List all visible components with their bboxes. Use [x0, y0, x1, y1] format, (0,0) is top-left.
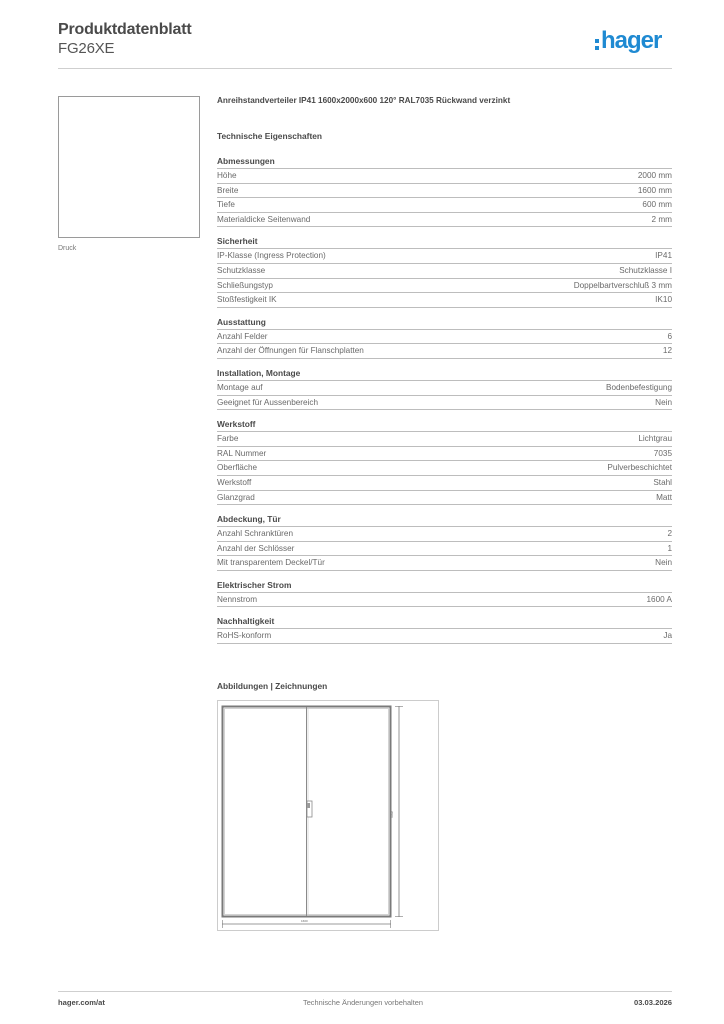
cabinet-front-view-icon: [218, 701, 440, 932]
logo-wordmark: hager: [601, 27, 662, 54]
spec-row: [217, 476, 672, 491]
spec-label: Materialdicke Seitenwand: [217, 214, 311, 224]
spec-row: [217, 169, 672, 184]
spec-value: 1600 mm: [637, 185, 672, 195]
spec-value: 2 mm: [651, 214, 672, 224]
footer-disclaimer: Technische Änderungen vorbehalten: [303, 998, 423, 1007]
drawings-heading: Abbildungen | Zeichnungen: [217, 681, 328, 691]
brand-logo: [595, 28, 661, 54]
spec-row: [217, 527, 672, 542]
product-code: FG26XE: [58, 40, 115, 57]
spec-row: [217, 249, 672, 264]
spec-label: Stoßfestigkeit IK: [217, 295, 277, 305]
spec-value: 12: [662, 346, 672, 356]
spec-row: [217, 396, 672, 411]
spec-row: [217, 213, 672, 228]
spec-label: Schließungstyp: [217, 280, 273, 290]
product-image: [58, 96, 200, 238]
spec-row: [217, 461, 672, 476]
spec-value: 600 mm: [642, 200, 672, 210]
section-title: Elektrischer Strom: [217, 579, 672, 593]
spec-row: [217, 491, 672, 506]
section-sicherheit: [217, 235, 672, 307]
section-werkstoff: [217, 418, 672, 505]
spec-value: 2000 mm: [637, 171, 672, 180]
spec-label: Anzahl Felder: [217, 331, 268, 341]
cabinet-drawing: [217, 700, 439, 931]
product-image-caption: Druck: [58, 245, 77, 252]
technical-properties-heading: Technische Eigenschaften: [217, 131, 323, 141]
spec-label: Mit transparentem Deckel/Tür: [217, 558, 325, 568]
footer-website-link[interactable]: hager.com/at: [58, 998, 105, 1007]
header-divider: [58, 68, 672, 69]
spec-label: RAL Nummer: [217, 448, 267, 458]
section-abdeckung-tuer: [217, 513, 672, 571]
spec-row: [217, 593, 672, 608]
page-title: Produktdatenblatt: [58, 21, 192, 38]
section-title: Werkstoff: [217, 418, 672, 432]
spec-label: Werkstoff: [217, 477, 252, 487]
section-title: Sicherheit: [217, 235, 672, 249]
spec-label: Nennstrom: [217, 594, 258, 604]
spec-label: Anzahl der Schlösser: [217, 543, 295, 553]
spec-row: [217, 184, 672, 199]
spec-value: Nein: [655, 558, 672, 568]
spec-value: Lichtgrau: [638, 434, 672, 444]
section-installation-montage: [217, 367, 672, 410]
section-title: Ausstattung: [217, 316, 672, 330]
spec-value: 1600 A: [646, 594, 672, 604]
spec-label: Anzahl Schranktüren: [217, 529, 294, 539]
spec-value: Matt: [656, 492, 672, 502]
spec-row: [217, 293, 672, 308]
spec-row: [217, 198, 672, 213]
spec-row: [217, 432, 672, 447]
spec-value: Bodenbefestigung: [605, 382, 672, 392]
spec-label: Höhe: [217, 171, 237, 180]
footer-date: 03.03.2026: [633, 998, 672, 1007]
spec-label: Geeignet für Aussenbereich: [217, 397, 319, 407]
logo-colon-icon: [595, 39, 599, 50]
spec-row: [217, 344, 672, 359]
spec-label: Montage auf: [217, 382, 263, 392]
section-title: Abdeckung, Tür: [217, 513, 672, 527]
spec-label: Glanzgrad: [217, 492, 255, 502]
spec-value: 2: [667, 529, 672, 539]
spec-label: IP-Klasse (Ingress Protection): [217, 251, 326, 261]
spec-value: Ja: [663, 631, 672, 641]
spec-value: Stahl: [653, 477, 672, 487]
spec-row: [217, 330, 672, 345]
section-ausstattung: [217, 316, 672, 359]
spec-row: [217, 264, 672, 279]
spec-table: [217, 155, 672, 652]
section-title: Abmessungen: [217, 155, 672, 169]
spec-label: Tiefe: [217, 200, 235, 210]
spec-value: Nein: [655, 397, 672, 407]
spec-row: [217, 556, 672, 571]
width-dimension-label: 1600: [301, 919, 308, 923]
section-title: Installation, Montage: [217, 367, 672, 381]
section-abmessungen: [217, 155, 672, 227]
spec-value: Doppelbartverschluß 3 mm: [573, 280, 672, 290]
spec-label: Oberfläche: [217, 463, 258, 473]
spec-row: [217, 629, 672, 644]
spec-value: 6: [667, 331, 672, 341]
height-dimension-label: 2000: [390, 811, 394, 818]
spec-label: Farbe: [217, 434, 239, 444]
spec-label: Schutzklasse: [217, 265, 266, 275]
footer-divider: [58, 991, 672, 992]
section-title: Nachhaltigkeit: [217, 615, 672, 629]
product-description: Anreihstandverteiler IP41 1600x2000x600 120° RAL7035 Rückwand verzinkt: [217, 96, 511, 105]
spec-label: RoHS-konform: [217, 631, 272, 641]
spec-row: [217, 381, 672, 396]
spec-value: Pulverbeschichtet: [607, 463, 672, 473]
section-nachhaltigkeit: [217, 615, 672, 644]
spec-row: [217, 279, 672, 294]
spec-value: IK10: [655, 295, 672, 305]
spec-value: 7035: [653, 448, 672, 458]
spec-value: Schutzklasse I: [619, 265, 672, 275]
spec-label: Breite: [217, 185, 239, 195]
spec-label: Anzahl der Öffnungen für Flanschplatten: [217, 346, 364, 356]
spec-row: [217, 542, 672, 557]
spec-row: [217, 447, 672, 462]
section-elektrischer-strom: [217, 579, 672, 608]
spec-value: IP41: [655, 251, 672, 261]
spec-value: 1: [667, 543, 672, 553]
